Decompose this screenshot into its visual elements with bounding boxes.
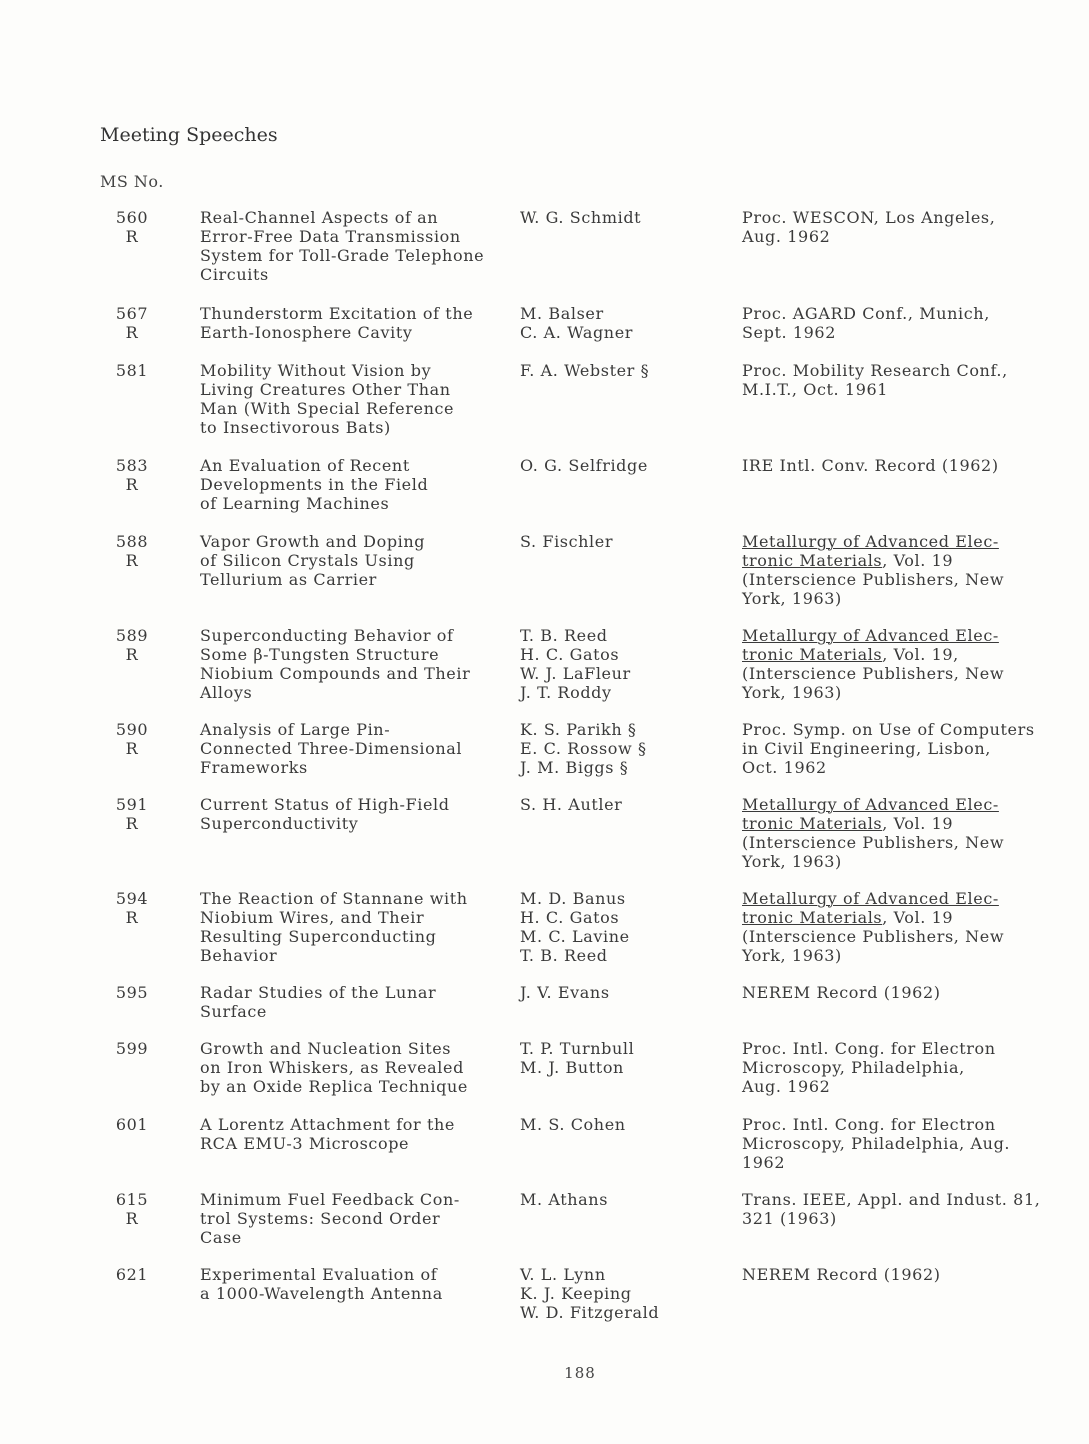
ms-number xyxy=(112,795,152,833)
speech-title xyxy=(200,1039,518,1096)
underlined-book-title: tronic Materials xyxy=(742,551,883,570)
speech-title xyxy=(200,889,518,965)
source-line: Trans. IEEE, Appl. and Indust. 81, xyxy=(742,1190,1041,1209)
source-line: Proc. Intl. Cong. for Electron xyxy=(742,1115,996,1134)
ms-number-value: 567 xyxy=(115,304,149,323)
ms-number-value: 621 xyxy=(115,1265,149,1284)
source-line: tronic Materials, Vol. 19 xyxy=(742,908,954,927)
title-line: Vapor Growth and Doping xyxy=(200,532,426,551)
title-line: Alloys xyxy=(200,683,253,702)
title-line: Niobium Wires, and Their xyxy=(200,908,425,927)
author-name: M. C. Lavine xyxy=(520,927,630,946)
author-name: O. G. Selfridge xyxy=(520,456,648,475)
title-line: Real-Channel Aspects of an xyxy=(200,208,439,227)
title-line: Mobility Without Vision by xyxy=(200,361,432,380)
speech-source xyxy=(742,889,1082,965)
author-name: T. B. Reed xyxy=(520,626,608,645)
ms-no-column-label: MS No. xyxy=(100,172,164,191)
speech-title xyxy=(200,532,518,589)
title-line: The Reaction of Stannane with xyxy=(200,889,468,908)
speech-authors xyxy=(520,532,730,551)
underlined-book-title: tronic Materials xyxy=(742,814,883,833)
source-line: tronic Materials, Vol. 19, xyxy=(742,645,959,664)
speech-source xyxy=(742,304,1082,342)
title-line: Thunderstorm Excitation of the xyxy=(200,304,474,323)
title-line: Surface xyxy=(200,1002,268,1021)
title-line: An Evaluation of Recent xyxy=(200,456,410,475)
ms-number xyxy=(112,1190,152,1228)
source-line: Microscopy, Philadelphia, xyxy=(742,1058,965,1077)
speech-title xyxy=(200,1115,518,1153)
ms-number-value: 615 xyxy=(115,1190,149,1209)
ms-number-value: 560 xyxy=(115,208,149,227)
speech-authors xyxy=(520,795,730,814)
ms-number xyxy=(112,456,152,494)
author-name: J. V. Evans xyxy=(520,983,610,1002)
source-line: (Interscience Publishers, New xyxy=(742,664,1005,683)
author-name: M. Balser xyxy=(520,304,604,323)
author-name: F. A. Webster § xyxy=(520,361,650,380)
author-name: T. P. Turnbull xyxy=(520,1039,635,1058)
title-line: Resulting Superconducting xyxy=(200,927,437,946)
author-name: S. H. Autler xyxy=(520,795,623,814)
title-line: Behavior xyxy=(200,946,278,965)
source-line: Proc. Mobility Research Conf., xyxy=(742,361,1008,380)
reprint-marker: R xyxy=(125,475,139,494)
author-name: S. Fischler xyxy=(520,532,614,551)
speech-title xyxy=(200,456,518,513)
ms-number xyxy=(112,304,152,342)
speech-authors xyxy=(520,456,730,475)
source-line xyxy=(742,626,1082,645)
reprint-marker: R xyxy=(125,645,139,664)
source-line: IRE Intl. Conv. Record (1962) xyxy=(742,456,999,475)
speech-authors xyxy=(520,626,730,702)
author-name: K. S. Parikh § xyxy=(520,720,637,739)
speech-authors xyxy=(520,1115,730,1134)
title-line: of Silicon Crystals Using xyxy=(200,551,415,570)
title-line: System for Toll-Grade Telephone xyxy=(200,246,485,265)
title-line: Error-Free Data Transmission xyxy=(200,227,461,246)
source-line: Sept. 1962 xyxy=(742,323,836,342)
source-line xyxy=(742,889,1082,908)
speech-source xyxy=(742,361,1082,399)
ms-number-value: 595 xyxy=(115,983,149,1002)
source-line: Proc. Intl. Cong. for Electron xyxy=(742,1039,996,1058)
underlined-book-title: tronic Materials xyxy=(742,645,883,664)
source-line: Proc. WESCON, Los Angeles, xyxy=(742,208,996,227)
author-name: H. C. Gatos xyxy=(520,908,620,927)
title-line: Niobium Compounds and Their xyxy=(200,664,471,683)
underlined-book-title: tronic Materials xyxy=(742,908,883,927)
title-line: A Lorentz Attachment for the xyxy=(200,1115,455,1134)
reprint-marker: R xyxy=(125,551,139,570)
source-line: (Interscience Publishers, New xyxy=(742,833,1005,852)
author-name: W. G. Schmidt xyxy=(520,208,642,227)
ms-number xyxy=(112,1265,152,1284)
title-line: Some β-Tungsten Structure xyxy=(200,645,440,664)
author-name: T. B. Reed xyxy=(520,946,608,965)
ms-number xyxy=(112,208,152,246)
source-line: 321 (1963) xyxy=(742,1209,837,1228)
speech-source xyxy=(742,720,1082,777)
speech-source xyxy=(742,626,1082,702)
source-line: tronic Materials, Vol. 19 xyxy=(742,814,954,833)
source-line xyxy=(742,532,1082,551)
ms-number-value: 581 xyxy=(115,361,149,380)
speech-source xyxy=(742,532,1082,608)
speech-authors xyxy=(520,1265,730,1322)
title-line: on Iron Whiskers, as Revealed xyxy=(200,1058,464,1077)
ms-number-value: 594 xyxy=(115,889,149,908)
title-line: trol Systems: Second Order xyxy=(200,1209,441,1228)
source-line: NEREM Record (1962) xyxy=(742,1265,941,1284)
speech-authors xyxy=(520,304,730,342)
source-line: NEREM Record (1962) xyxy=(742,983,941,1002)
speech-title xyxy=(200,208,518,284)
reprint-marker: R xyxy=(125,1209,139,1228)
speech-source xyxy=(742,795,1082,871)
ms-number xyxy=(112,626,152,664)
speech-title xyxy=(200,361,518,437)
author-name: H. C. Gatos xyxy=(520,645,620,664)
ms-number-value: 583 xyxy=(115,456,149,475)
title-line: of Learning Machines xyxy=(200,494,390,513)
section-heading: Meeting Speeches xyxy=(100,124,278,146)
title-line: Growth and Nucleation Sites xyxy=(200,1039,452,1058)
reprint-marker: R xyxy=(125,814,139,833)
source-line: Oct. 1962 xyxy=(742,758,827,777)
ms-number-value: 599 xyxy=(115,1039,149,1058)
source-line: (Interscience Publishers, New xyxy=(742,570,1005,589)
ms-number xyxy=(112,1115,152,1134)
speech-title xyxy=(200,304,518,342)
speech-title xyxy=(200,1265,518,1303)
speech-source xyxy=(742,983,1082,1002)
ms-number xyxy=(112,1039,152,1058)
title-line: Superconducting Behavior of xyxy=(200,626,454,645)
source-line: in Civil Engineering, Lisbon, xyxy=(742,739,991,758)
source-line: M.I.T., Oct. 1961 xyxy=(742,380,889,399)
speech-title xyxy=(200,720,518,777)
title-line: Frameworks xyxy=(200,758,308,777)
underlined-book-title: Metallurgy of Advanced Elec- xyxy=(742,795,999,814)
speech-source xyxy=(742,456,1082,475)
speech-authors xyxy=(520,208,730,227)
ms-number xyxy=(112,720,152,758)
author-name: M. S. Cohen xyxy=(520,1115,626,1134)
source-line: 1962 xyxy=(742,1153,786,1172)
speech-authors xyxy=(520,361,730,380)
source-line: York, 1963) xyxy=(742,683,842,702)
author-name: W. D. Fitzgerald xyxy=(520,1303,660,1322)
title-line: Superconductivity xyxy=(200,814,359,833)
title-line: a 1000-Wavelength Antenna xyxy=(200,1284,443,1303)
title-line: Man (With Special Reference xyxy=(200,399,455,418)
source-line: tronic Materials, Vol. 19 xyxy=(742,551,954,570)
title-line: Earth-Ionosphere Cavity xyxy=(200,323,413,342)
title-line: Living Creatures Other Than xyxy=(200,380,451,399)
author-name: K. J. Keeping xyxy=(520,1284,632,1303)
source-line: York, 1963) xyxy=(742,946,842,965)
reprint-marker: R xyxy=(125,323,139,342)
underlined-book-title: Metallurgy of Advanced Elec- xyxy=(742,889,999,908)
title-line: by an Oxide Replica Technique xyxy=(200,1077,468,1096)
underlined-book-title: Metallurgy of Advanced Elec- xyxy=(742,532,999,551)
title-line: Experimental Evaluation of xyxy=(200,1265,438,1284)
ms-number-value: 591 xyxy=(115,795,149,814)
ms-number xyxy=(112,889,152,927)
speech-title xyxy=(200,626,518,702)
reprint-marker: R xyxy=(125,908,139,927)
reprint-marker: R xyxy=(125,739,139,758)
author-name: M. Athans xyxy=(520,1190,609,1209)
title-line: Current Status of High-Field xyxy=(200,795,450,814)
author-name: M. D. Banus xyxy=(520,889,626,908)
speech-source xyxy=(742,1039,1082,1096)
ms-number-value: 590 xyxy=(115,720,149,739)
title-line: to Insectivorous Bats) xyxy=(200,418,391,437)
author-name: W. J. LaFleur xyxy=(520,664,631,683)
title-line: Connected Three-Dimensional xyxy=(200,739,463,758)
speech-authors xyxy=(520,1190,730,1209)
page-number: 188 xyxy=(564,1364,596,1382)
ms-number-value: 589 xyxy=(115,626,149,645)
speech-title xyxy=(200,795,518,833)
title-line: Developments in the Field xyxy=(200,475,429,494)
speech-authors xyxy=(520,1039,730,1077)
author-name: C. A. Wagner xyxy=(520,323,634,342)
source-line: (Interscience Publishers, New xyxy=(742,927,1005,946)
source-line: Aug. 1962 xyxy=(742,227,831,246)
title-line: Circuits xyxy=(200,265,269,284)
speech-source xyxy=(742,1190,1082,1228)
speech-title xyxy=(200,983,518,1021)
author-name: J. T. Roddy xyxy=(520,683,612,702)
author-name: M. J. Button xyxy=(520,1058,624,1077)
title-line: Analysis of Large Pin- xyxy=(200,720,391,739)
title-line: Radar Studies of the Lunar xyxy=(200,983,437,1002)
ms-number xyxy=(112,983,152,1002)
title-line: Case xyxy=(200,1228,242,1247)
speech-source xyxy=(742,1115,1082,1172)
source-line: Proc. AGARD Conf., Munich, xyxy=(742,304,990,323)
ms-number xyxy=(112,361,152,380)
speech-authors xyxy=(520,720,730,777)
source-line: Aug. 1962 xyxy=(742,1077,831,1096)
source-line xyxy=(742,795,1082,814)
ms-number-value: 588 xyxy=(115,532,149,551)
source-line: York, 1963) xyxy=(742,589,842,608)
author-name: J. M. Biggs § xyxy=(520,758,629,777)
source-line: Proc. Symp. on Use of Computers xyxy=(742,720,1035,739)
title-line: RCA EMU-3 Microscope xyxy=(200,1134,410,1153)
author-name: E. C. Rossow § xyxy=(520,739,647,758)
speech-authors xyxy=(520,889,730,965)
source-line: Microscopy, Philadelphia, Aug. xyxy=(742,1134,1011,1153)
speech-source xyxy=(742,208,1082,246)
speech-source xyxy=(742,1265,1082,1284)
underlined-book-title: Metallurgy of Advanced Elec- xyxy=(742,626,999,645)
title-line: Minimum Fuel Feedback Con- xyxy=(200,1190,460,1209)
speech-title xyxy=(200,1190,518,1247)
author-name: V. L. Lynn xyxy=(520,1265,606,1284)
ms-number xyxy=(112,532,152,570)
reprint-marker: R xyxy=(125,227,139,246)
speech-authors xyxy=(520,983,730,1002)
source-line: York, 1963) xyxy=(742,852,842,871)
ms-number-value: 601 xyxy=(115,1115,149,1134)
title-line: Tellurium as Carrier xyxy=(200,570,377,589)
